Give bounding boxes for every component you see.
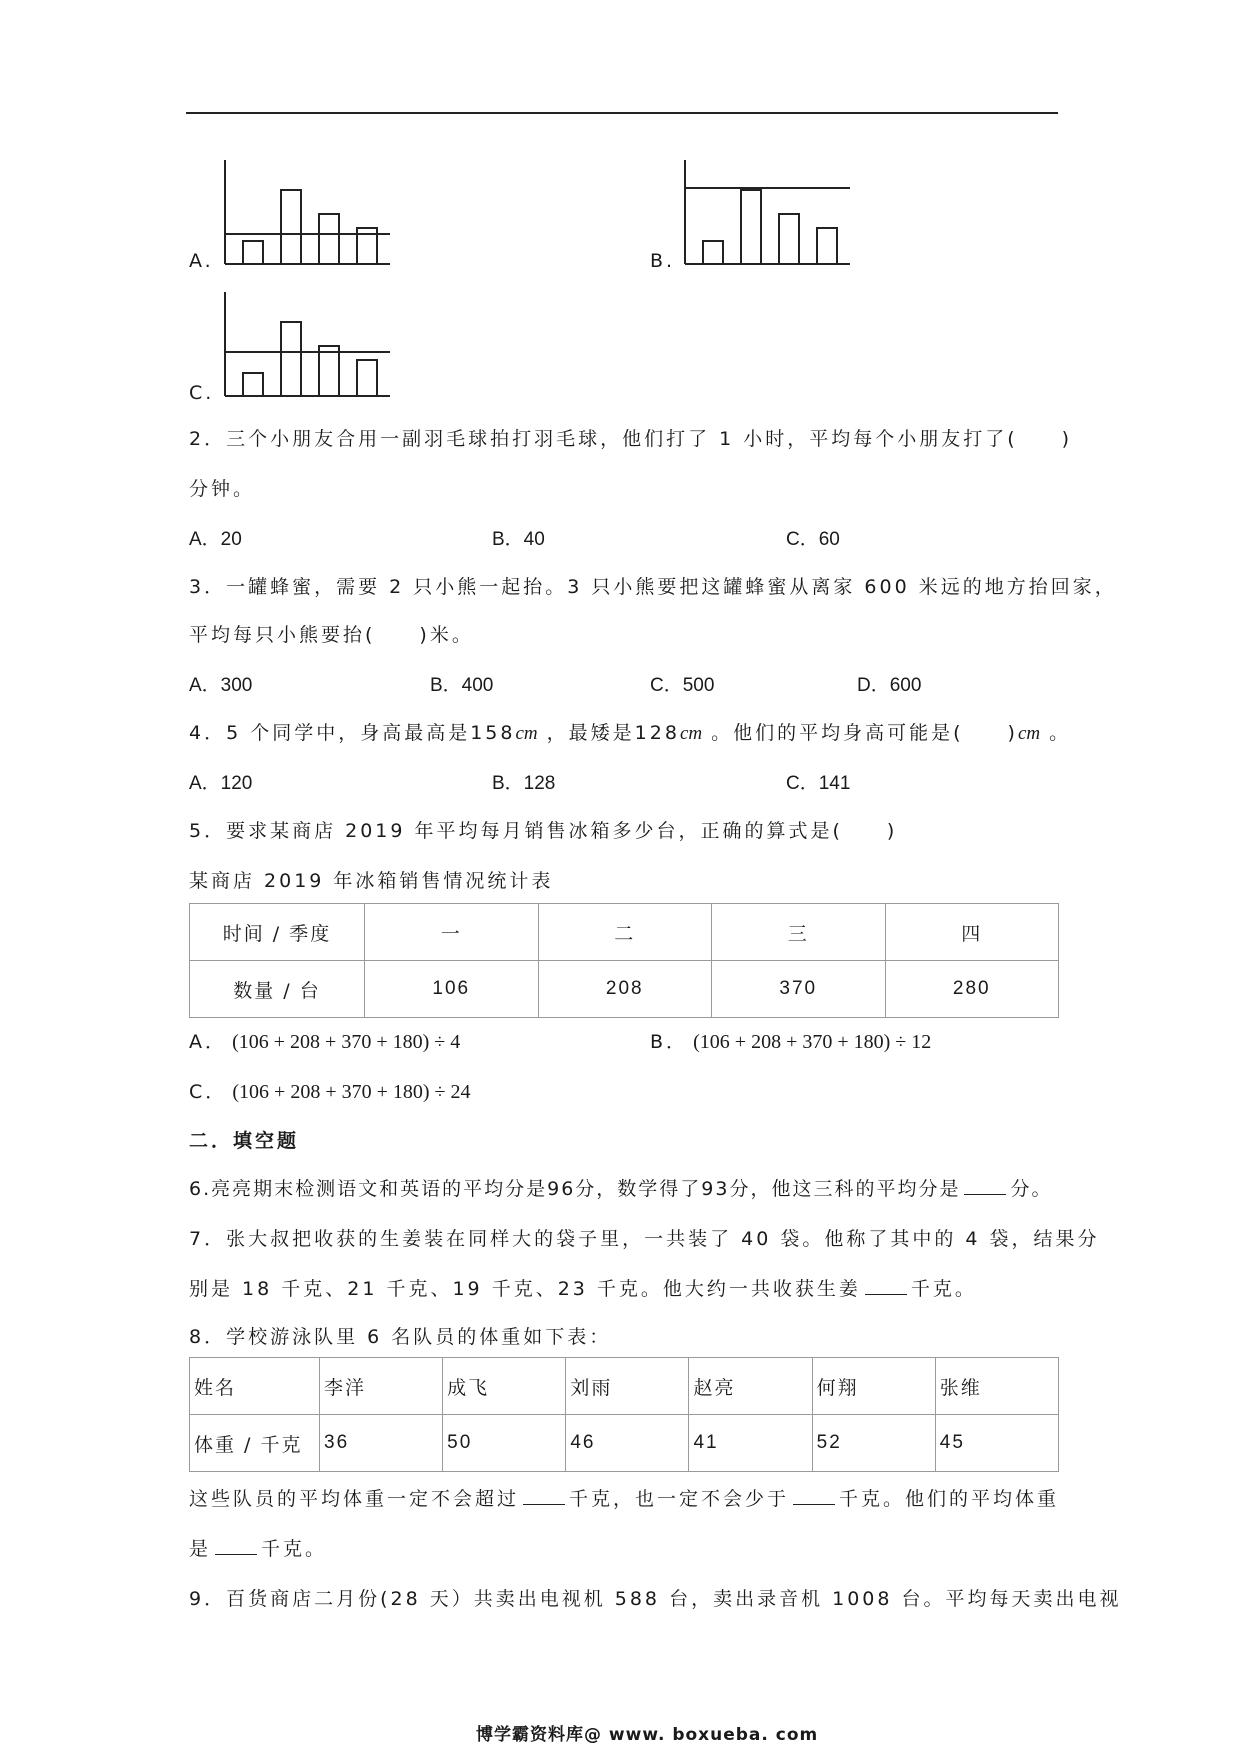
q8-line3	[189, 1534, 327, 1561]
table-cell: 45	[935, 1415, 1058, 1472]
table-cell: 50	[443, 1415, 566, 1472]
q8-weight-table	[189, 1357, 1059, 1472]
q4-text-3: 。他们的平均身高可能是( )	[702, 722, 1018, 744]
table-cell: 成飞	[443, 1358, 566, 1415]
table-cell: 赵亮	[689, 1358, 812, 1415]
q6-answer-blank[interactable]	[964, 1178, 1006, 1195]
table-row	[190, 961, 1059, 1018]
q8-max-blank[interactable]	[523, 1488, 565, 1505]
q4-option-c[interactable]: C．141	[786, 773, 851, 794]
table-cell: 三	[712, 904, 886, 961]
q2-line1: 2．三个小朋友合用一副羽毛球拍打羽毛球，他们打了 1 小时，平均每个小朋友打了( )	[189, 428, 1073, 450]
q6-line1	[189, 1174, 1053, 1201]
q4-unit-2: cm	[679, 723, 703, 744]
q3-option-a[interactable]: A．300	[189, 675, 253, 696]
q1-option-b-chart	[682, 158, 857, 268]
q2-line2: 分钟。	[189, 478, 256, 500]
q4-unit-1: cm	[515, 723, 538, 744]
table-cell: 时间 / 季度	[190, 904, 365, 961]
q5-line1: 5．要求某商店 2019 年平均每月销售冰箱多少台，正确的算式是( )	[189, 820, 898, 842]
q4-text-2: ，最矮是128	[537, 722, 680, 744]
q1-option-a-label: A.	[189, 250, 214, 272]
table-cell: 四	[885, 904, 1059, 961]
q8-text-b: 千克，也一定不会少于	[569, 1488, 790, 1510]
table-cell: 280	[885, 961, 1059, 1018]
q4-option-b[interactable]: B．128	[492, 773, 556, 794]
q4-option-a[interactable]: A．120	[189, 773, 253, 794]
table-cell: 数量 / 台	[190, 961, 365, 1018]
table-cell: 何翔	[812, 1358, 935, 1415]
q2-option-b[interactable]: B．40	[492, 529, 545, 550]
q5-option-b-letter: B．	[650, 1031, 689, 1053]
table-cell: 46	[566, 1415, 689, 1472]
table-cell: 41	[689, 1415, 812, 1472]
table-cell: 370	[712, 961, 886, 1018]
q4-unit-3: cm	[1017, 723, 1041, 744]
q4-text-1: 4．5 个同学中，身高最高是158	[189, 722, 516, 744]
q2-option-c[interactable]: C．60	[786, 529, 840, 550]
q3-option-c[interactable]: C．500	[650, 675, 715, 696]
q5-sales-table	[189, 903, 1059, 1018]
q7-text-after: 千克。	[910, 1278, 977, 1300]
table-cell: 52	[812, 1415, 935, 1472]
q7-text-before: 别是 18 千克、21 千克、19 千克、23 千克。他大约一共收获生姜	[189, 1278, 861, 1300]
q6-text-before: 6.亮亮期末检测语文和英语的平均分是96分，数学得了93分，他这三科的平均分是	[189, 1178, 961, 1200]
q3-option-d[interactable]: D．600	[857, 675, 922, 696]
q1-option-a-chart	[222, 158, 397, 268]
table-cell: 体重 / 千克	[190, 1415, 320, 1472]
q1-option-c-chart	[222, 290, 397, 400]
table-cell: 208	[538, 961, 712, 1018]
table-cell: 张维	[935, 1358, 1058, 1415]
q8-line1: 8．学校游泳队里 6 名队员的体重如下表：	[189, 1326, 612, 1348]
q8-text-e: 千克。	[261, 1538, 328, 1560]
table-cell: 刘雨	[566, 1358, 689, 1415]
q7-line1: 7．张大叔把收获的生姜装在同样大的袋子里，一共装了 40 袋。他称了其中的 4 袋，结果分	[189, 1228, 1100, 1250]
q5-option-c[interactable]	[189, 1077, 471, 1104]
table-row	[190, 1415, 1059, 1472]
table-row	[190, 904, 1059, 961]
table-cell: 一	[365, 904, 539, 961]
q5-option-b-expr: (106 + 208 + 370 + 180) ÷ 12	[693, 1031, 932, 1053]
q8-text-d: 是	[189, 1538, 212, 1560]
table-cell: 李洋	[320, 1358, 443, 1415]
q5-option-a-expr: (106 + 208 + 370 + 180) ÷ 4	[232, 1031, 461, 1053]
q8-average-blank[interactable]	[215, 1538, 257, 1555]
q5-option-c-expr: (106 + 208 + 370 + 180) ÷ 24	[232, 1081, 471, 1103]
q8-line2	[189, 1484, 1059, 1511]
q3-option-b[interactable]: B．400	[430, 675, 494, 696]
q5-option-b[interactable]	[650, 1027, 931, 1054]
section-title: 二．填空题	[189, 1130, 300, 1152]
q9-line1: 9．百货商店二月份(28 天）共卖出电视机 588 台，卖出录音机 1008 台。平均每天卖出电视	[189, 1588, 1122, 1610]
q2-option-a[interactable]: A．20	[189, 529, 242, 550]
header-rule	[186, 112, 1058, 114]
q4-line1	[189, 718, 1071, 745]
table-cell: 36	[320, 1415, 443, 1472]
q5-option-a-letter: A．	[189, 1031, 227, 1053]
q5-option-c-letter: C．	[189, 1081, 228, 1103]
q1-option-c-label: C.	[189, 382, 215, 404]
q8-min-blank[interactable]	[793, 1488, 835, 1505]
table-cell: 姓名	[190, 1358, 320, 1415]
table-row	[190, 1358, 1059, 1415]
q6-text-after: 分。	[1010, 1178, 1053, 1200]
q3-line1: 3．一罐蜂蜜，需要 2 只小熊一起抬。3 只小熊要把这罐蜂蜜从离家 600 米远的地方抬回家，	[189, 576, 1117, 598]
q8-text-c: 千克。他们的平均体重	[839, 1488, 1060, 1510]
q7-line2	[189, 1274, 977, 1301]
table-cell: 二	[538, 904, 712, 961]
q4-text-4: 。	[1040, 722, 1072, 744]
q5-option-a[interactable]	[189, 1027, 460, 1054]
table-cell: 106	[365, 961, 539, 1018]
q8-text-a: 这些队员的平均体重一定不会超过	[189, 1488, 520, 1510]
q1-option-b-label: B.	[650, 250, 676, 272]
q5-table-title: 某商店 2019 年冰箱销售情况统计表	[189, 870, 554, 892]
q3-line2: 平均每只小熊要抬( )米。	[189, 624, 474, 646]
q7-answer-blank[interactable]	[865, 1278, 907, 1295]
footer-watermark: 博学霸资料库@ www. boxueba. com	[476, 1725, 819, 1745]
